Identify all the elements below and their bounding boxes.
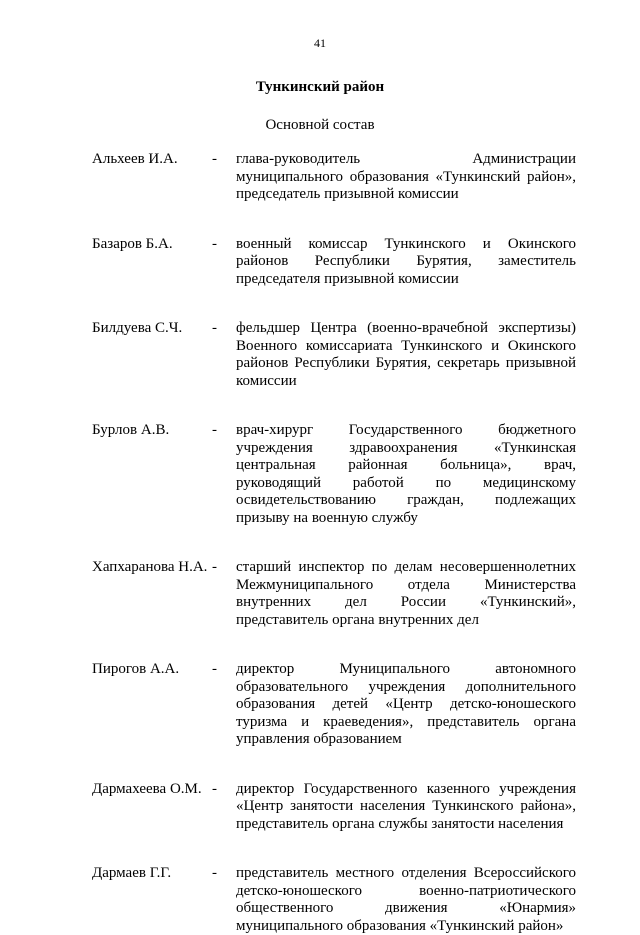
member-row bbox=[92, 559, 580, 629]
member-name: Бурлов А.В. bbox=[92, 422, 170, 438]
member-row bbox=[92, 320, 580, 390]
section-title: Основной состав bbox=[265, 117, 375, 133]
member-name: Базаров Б.А. bbox=[92, 235, 173, 252]
member-dash: - bbox=[212, 235, 217, 252]
member-dash: - bbox=[212, 661, 217, 677]
member-row bbox=[92, 781, 580, 834]
member-row bbox=[92, 151, 580, 204]
member-role: директор Муниципального автономного образовательного учреждения дополнительного образования детей «Центр детско-юношеского туризма и краеведения», представитель органа управления образованием bbox=[236, 661, 576, 747]
page-number: 41 bbox=[314, 36, 326, 50]
member-dash: - bbox=[212, 320, 217, 336]
member-role: фельдшер Центра (военно-врачебной экспертизы) Военного комиссариата Тункинского и Окинского районов Республики Бурятия, секретарь призывной комиссии bbox=[236, 320, 576, 389]
member-dash: - bbox=[212, 780, 217, 797]
member-dash: - bbox=[212, 559, 217, 575]
member-role: представитель местного отделения Всероссийского детско-юношеского военно-патриотического общественного движения «Юнармия» муниципального образования «Тункинский район» bbox=[236, 865, 576, 934]
members-list bbox=[92, 151, 580, 935]
member-row bbox=[92, 422, 580, 527]
member-name: Пирогов А.А. bbox=[92, 661, 180, 677]
member-row bbox=[92, 865, 580, 935]
member-name: Билдуева С.Ч. bbox=[92, 320, 183, 336]
member-role: старший инспектор по делам несовершеннолетних Межмуниципального отдела Министерства внутренних дел России «Тункинский», представитель органа внутренних дел bbox=[236, 559, 576, 628]
member-role: глава-руководитель Администрации муниципального образования «Тункинский район», председатель призывной комиссии bbox=[236, 151, 576, 202]
member-role: военный комиссар Тункинского и Окинского районов Республики Бурятия, заместитель председателя призывной комиссии bbox=[236, 235, 576, 287]
member-name: Дармаев Г.Г. bbox=[92, 865, 172, 881]
member-role: врач-хирург Государственного бюджетного учреждения здравоохранения «Тункинская центральная районная больница», врач, руководящий работой по медицинскому освидетельствованию граждан, подлежащих призыву на военную службу bbox=[236, 422, 576, 526]
member-role: директор Государственного казенного учреждения «Центр занятости населения Тункинского района», представитель органа службы занятости населения bbox=[236, 780, 576, 832]
member-dash: - bbox=[212, 422, 217, 438]
member-row bbox=[92, 236, 580, 289]
member-dash: - bbox=[212, 865, 217, 881]
member-name: Хапхаранова Н.А. bbox=[92, 559, 208, 575]
member-dash: - bbox=[212, 151, 217, 167]
member-name: Дармахеева О.М. bbox=[92, 780, 202, 797]
member-name: Альхеев И.А. bbox=[92, 151, 178, 167]
district-title: Тункинский район bbox=[255, 79, 385, 95]
member-row bbox=[92, 661, 580, 749]
